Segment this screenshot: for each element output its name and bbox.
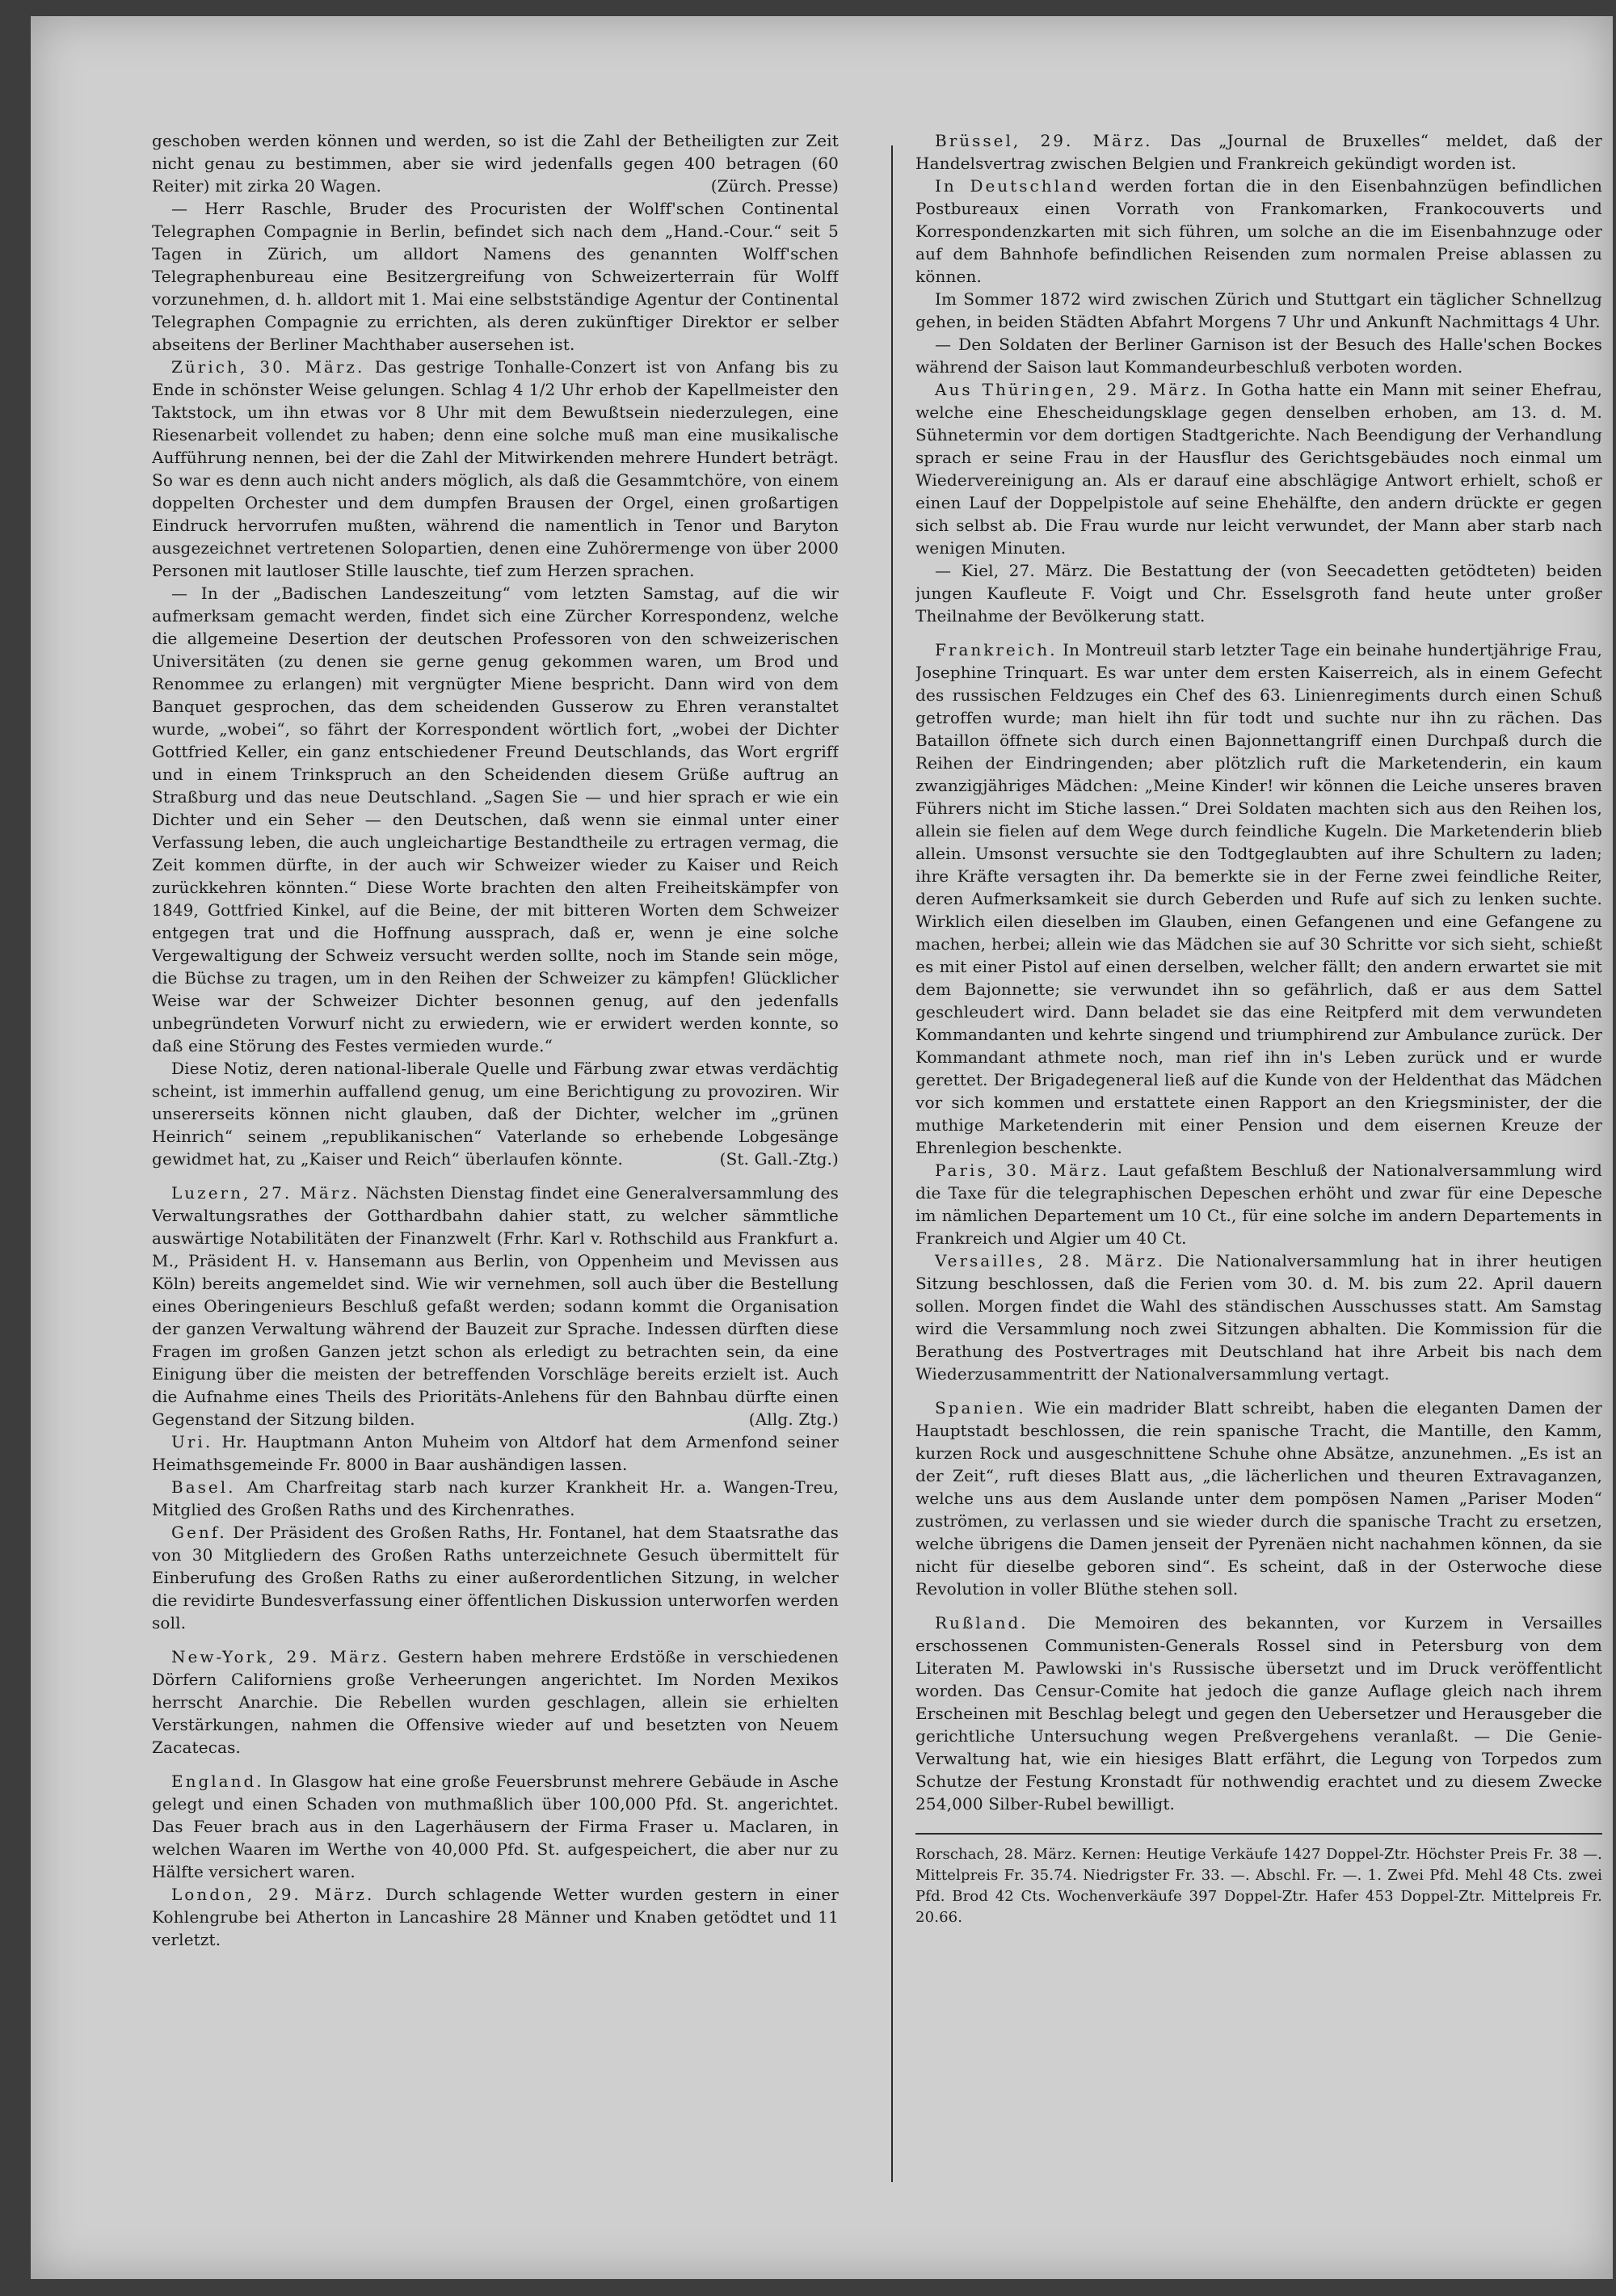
- market-separator: [915, 1833, 1602, 1835]
- article-paragraph: [152, 1182, 839, 1430]
- article-text: — Kiel, 27. März. Die Bestattung der (von Seecadetten getödteten) beiden jungen Kaufleute F. Voigt und Chr. Esselsgroth fand heute unter großer Theilnahme der Bevölkerung statt.: [915, 561, 1602, 626]
- dateline: Basel.: [171, 1477, 236, 1497]
- article-text: Wie ein madrider Blatt schreibt, haben die eleganten Damen der Hauptstadt beschlossen, die rein spanische Tracht, die Mantille, den Kamm, kurzen Rock und ausgeschnittene Schuhe ohne Absätze, anzunehmen. „Es ist an der Zeit“, ruft dieses Blatt aus, „die lächerlichen und theuren Extravaganzen, welche uns aus dem Auslande unter dem pompösen Namen „Pariser Moden“ zuströmen, zu verlassen und sie wieder durch die spanische Tracht zu ersetzen, welche übrigens die Damen jenseit der Pyrenäen nicht nachahmen können, da sie nicht für dieselbe geboren sind“. Es scheint, daß in der Osterwoche diese Revolution in voller Blüthe stehen soll.: [915, 1398, 1602, 1599]
- article-paragraph: [915, 333, 1602, 378]
- article-paragraph: [915, 1249, 1602, 1385]
- right-column-articles: [915, 129, 1602, 1815]
- article-text: Diese Notiz, deren national-liberale Quelle und Färbung zwar etwas verdächtig scheint, ist immerhin auffallend genug, um eine Berichtigung zu provoziren. Wir unsererseits können nicht glauben, daß der Dichter, welcher im „grünen Heinrich“ seinem „republikanischen“ Vaterlande so erhebende Lobgesänge gewidmet hat, zu „Kaiser und Reich“ überlaufen könnte.: [152, 1059, 839, 1169]
- article-paragraph: [152, 129, 839, 197]
- article-text: Das „Journal de Bruxelles“ meldet, daß der Handelsvertrag zwischen Belgien und Frankreich gekündigt worden ist.: [915, 131, 1602, 173]
- article-text: In Glasgow hat eine große Feuersbrunst mehrere Gebäude in Asche gelegt und einen Schaden von muthmaßlich über 100,000 Pfd. St. angerichtet. Das Feuer brach aus in den Lagerhäusern der Firma Fraser u. Maclaren, in welchen Waaren im Werthe von 40,000 Pfd. St. aufgespeichert, die aber nur zu Hälfte versichert waren.: [152, 1772, 839, 1881]
- article-text: Im Sommer 1872 wird zwischen Zürich und Stuttgart ein täglicher Schnellzug gehen, in beiden Städten Abfahrt Morgens 7 Uhr und Ankunft Nachmittags 4 Uhr.: [915, 289, 1602, 331]
- article-paragraph: [915, 1159, 1602, 1249]
- article-paragraph: [915, 129, 1602, 175]
- article-text: Die Memoiren des bekannten, vor Kurzem in Versailles erschossenen Communisten-Generals Rossel sind in Petersburg von dem Literaten M. Pawlowski in's Russische übersetzt und im Druck veröffentlicht worden. Das Censur-Comite hat jedoch die ganze Auflage gleich nach ihrem Erscheinen mit Beschlag belegt und gegen den Uebersetzer und Herausgeber die gerichtliche Untersuchung wegen Preßvergehens veranlaßt. — Die Genie-Verwaltung hat, wie ein hiesiges Blatt erfährt, die Legung von Torpedos zum Schutze der Festung Kronstadt für nothwendig erachtet und zu diesem Zwecke 254,000 Silber-Rubel bewilligt.: [915, 1613, 1602, 1814]
- dateline: Luzern, 27. März.: [171, 1183, 360, 1203]
- dateline: Zürich, 30. März.: [171, 357, 365, 377]
- source-citation: (St. Gall.-Ztg.): [719, 1149, 839, 1169]
- dateline: Spanien.: [935, 1398, 1026, 1418]
- dateline: Aus Thüringen, 29. März.: [935, 380, 1210, 399]
- column-divider: [891, 145, 893, 2182]
- article-text: — Herr Raschle, Bruder des Procuristen der Wolff'schen Continental Telegraphen Compagnie in Berlin, befindet sich nach dem „Hand.-Cour.“ seit 5 Tagen in Zürich, um alldort Namens des genannten Wolff'schen Telegraphenbureau eine Besitzergreifung von Schweizerterrain für Wolff vorzunehmen, d. h. alldort mit 1. Mai eine selbstständige Agentur der Continental Telegraphen Compagnie zu errichten, als deren zukünftiger Direktor er selber abseitens der Berliner Machthaber ausersehen ist.: [152, 199, 839, 354]
- dateline: England.: [171, 1772, 264, 1791]
- source-citation: (Zürch. Presse): [710, 176, 839, 196]
- dateline: Versailles, 28. März.: [935, 1251, 1166, 1270]
- article-paragraph: [152, 1476, 839, 1521]
- article-paragraph: [152, 1883, 839, 1951]
- article-text: Am Charfreitag starb nach kurzer Krankheit Hr. a. Wangen-Treu, Mitglied des Großen Raths und des Kirchenrathes.: [152, 1477, 839, 1519]
- article-paragraph: [152, 356, 839, 582]
- article-paragraph: [152, 197, 839, 356]
- article-text: Hr. Hauptmann Anton Muheim von Altdorf hat dem Armenfond seiner Heimathsgemeinde Fr. 8000 in Baar aushändigen lassen.: [152, 1432, 839, 1474]
- article-paragraph: [915, 638, 1602, 1159]
- article-text: Gestern haben mehrere Erdstöße in verschiedenen Dörfern Californiens große Verheerungen angerichtet. Im Norden Mexikos herrscht Anarchie. Die Rebellen wurden geschlagen, allein sie erhielten Verstärkungen, nahmen die Offensive wieder auf und besetzten von Neuem Zacatecas.: [152, 1647, 839, 1757]
- right-column: [915, 129, 1602, 2231]
- article-text: In Gotha hatte ein Mann mit seiner Ehefrau, welche eine Ehescheidungsklage gegen denselben erhoben, am 13. d. M. Sühnetermin vor dem dortigen Stadtgerichte. Nach Beendigung der Verhandlung sprach er seine Frau in der Hausflur des Gerichtsgebäudes noch einmal um Wiedervereinigung an. Als er darauf eine abschlägige Antwort erhielt, schoß er einen Lauf der Doppelpistole auf seine Ehehälfte, den andern drückte er gegen sich selbst ab. Die Frau wurde nur leicht verwundet, der Mann aber starb nach wenigen Minuten.: [915, 380, 1602, 558]
- article-paragraph: [915, 559, 1602, 627]
- dateline: In Deutschland: [935, 176, 1100, 196]
- article-paragraph: [915, 378, 1602, 559]
- article-text: Durch schlagende Wetter wurden gestern in einer Kohlengrube bei Atherton in Lancashire 28 Männer und Knaben getödtet und 11 verletzt.: [152, 1885, 839, 1949]
- newspaper-page: [152, 129, 1602, 2231]
- article-paragraph: [152, 1645, 839, 1759]
- dateline: Uri.: [171, 1432, 213, 1451]
- article-paragraph: [152, 1770, 839, 1883]
- article-paragraph: [152, 1430, 839, 1476]
- scanned-newspaper-page: [31, 16, 1613, 2279]
- article-text: Nächsten Dienstag findet eine Generalversammlung des Verwaltungsrathes der Gotthardbahn dahier statt, zu welcher sämmtliche auswärtige Notabilitäten der Finanzwelt (Frhr. Karl v. Rothschild aus Frankfurt a. M., Präsident H. v. Hansemann aus Berlin, von Oppenheim und Mevissen aus Köln) bereits angemeldet sind. Wie wir vernehmen, soll auch über die Bestellung eines Oberingenieurs Beschluß gefaßt werden; sodann kommt die Organisation der ganzen Verwaltung während der Bauzeit zur Sprache. Indessen dürften diese Fragen im großen Ganzen jetzt schon als erledigt zu betrachten sein, da eine Einigung über die meisten der betreffenden Vorschläge bereits erzielt ist. Auch die Aufnahme eines Theils des Prioritäts-Anlehens für den Bahnbau dürfte einen Gegenstand der Sitzung bilden.: [152, 1183, 839, 1429]
- dateline: Paris, 30. März.: [935, 1161, 1110, 1180]
- left-column: [152, 129, 839, 2231]
- source-citation: (Allg. Ztg.): [748, 1409, 839, 1429]
- article-text: — In der „Badischen Landeszeitung“ vom letzten Samstag, auf die wir aufmerksam gemacht werden, findet sich eine Zürcher Korrespondenz, welche die allgemeine Desertion der deutschen Professoren von den schweizerischen Universitäten (zu denen sie gerne genug gekommen waren, um Brod und Renommee zu erlangen) mit vergnügter Miene bespricht. Dann wird von dem Banquet gesprochen, das dem scheidenden Gusserow zu Ehren veranstaltet wurde, „wobei“, so fährt der Korrespondent wörtlich fort, „wobei der Dichter Gottfried Keller, ein ganz entschiedener Freund Deutschlands, das Wort ergriff und in einem Trinkspruch an den Scheidenden diesem Grüße auftrug an Straßburg und das neue Deutschland. „Sagen Sie — und hier sprach er wie ein Dichter und ein Seher — den Deutschen, daß wenn sie einmal unter einer Verfassung leben, die auch ungleichartige Bestandtheile zu ertragen vermag, die Zeit kommen dürfte, in der auch wir Schweizer wieder zu Kaiser und Reich zurückkehren könnten.“ Diese Worte brachten den alten Freiheitskämpfer von 1849, Gottfried Kinkel, auf die Beine, der mit bitteren Worten dem Schweizer entgegen trat und die Hoffnung aussprach, daß er, wenn je eine solche Vergewaltigung der Schweiz versucht werden sollte, noch im Stande sein möge, die Büchse zu tragen, um in den Reihen der Schweizer zu kämpfen! Glücklicher Weise war der Schweizer Dichter besonnen genug, auf den jedenfalls unbegründeten Vorwurf nicht zu erwiedern, wie er erwidert werden konnte, so daß eine Störung des Festes vermieden wurde.“: [152, 583, 839, 1055]
- article-paragraph: [152, 1057, 839, 1170]
- dateline: Brüssel, 29. März.: [935, 131, 1153, 150]
- article-paragraph: [152, 1521, 839, 1634]
- dateline: Frankreich.: [935, 640, 1058, 659]
- dateline: Rußland.: [935, 1613, 1029, 1632]
- article-paragraph: [915, 288, 1602, 333]
- dateline: Genf.: [171, 1523, 227, 1542]
- article-text: Die Nationalversammlung hat in ihrer heutigen Sitzung beschlossen, daß die Ferien vom 30. d. M. bis zum 22. April dauern sollen. Morgen findet die Wahl des ständischen Ausschusses statt. Am Samstag wird die Versammlung noch zwei Sitzungen abhalten. Die Kommission für die Berathung des Postvertrages mit Deutschland hat ihre Arbeit bis nach dem Wiederzusammentritt der Nationalversammlung vertagt.: [915, 1251, 1602, 1384]
- article-text: Der Präsident des Großen Raths, Hr. Fontanel, hat dem Staatsrathe das von 30 Mitgliedern des Großen Raths unterzeichnete Gesuch übermittelt für Einberufung des Großen Raths zu einer außerordentlichen Sitzung, in welcher die revidirte Bundesverfassung einer öffentlichen Diskussion unterworfen werden soll.: [152, 1523, 839, 1632]
- article-text: In Montreuil starb letzter Tage ein beinahe hundertjährige Frau, Josephine Trinquart. Es war unter dem ersten Kaiserreich, als in einem Gefecht des russischen Feldzuges ein Chef des 63. Linienregiments durch einen Schuß getroffen wurde; man hielt ihn für todt und suchte nur ihn zu rächen. Das Bataillon öffnete sich durch einen Bajonnettangriff einen Durchpaß durch die Reihen der Eindringenden; aber plötzlich ruft die Marketenderin, ein kaum zwanzigjähriges Mädchen: „Meine Kinder! wir können die Leiche unseres braven Führers nicht im Stiche lassen.“ Drei Soldaten machten sich aus den Reihen los, allein sie fielen auf dem Wege durch feindliche Kugeln. Die Marketenderin blieb allein. Umsonst versuchte sie den Todtgeglaubten auf ihre Schultern zu laden; ihre Kräfte versagten ihr. Da bemerkte sie in der Ferne zwei feindliche Reiter, deren Aufmerksamkeit sie durch Geberden und Rufe auf sich zu lenken suchte. Wirklich eilen dieselben im Glauben, einen Gefangenen und eine Gefangene zu machen, herbei; allein wie das Mädchen sie auf 30 Schritte vor sich sieht, schießt es mit einer Pistol auf einen derselben, welcher fällt; den andern erwartet sie mit dem Bajonnette; sie verwundet ihn so gefährlich, daß er aus dem Sattel geschleudert wird. Dann beladet sie das eine Reitpferd mit dem verwundeten Kommandanten und kehrte singend und triumphirend zur Ambulance zurück. Der Kommandant athmete noch, man rief ihn in's Leben zurück und er wurde gerettet. Der Brigadegeneral ließ auf die Kunde von der Heldenthat das Mädchen vor sich kommen und erstattete einen Rapport an den Kriegsminister, der die muthige Marketenderin mit einer Pension und dem eisernen Kreuze der Ehrenlegion beschenkte.: [915, 640, 1602, 1157]
- article-paragraph: [915, 1397, 1602, 1600]
- article-paragraph: [915, 1611, 1602, 1815]
- dateline: New-York, 29. März.: [171, 1647, 390, 1666]
- article-text: geschoben werden können und werden, so ist die Zahl der Betheiligten zur Zeit nicht genau zu bestimmen, aber sie wird jedenfalls gegen 400 betragen (60 Reiter) mit zirka 20 Wagen.: [152, 131, 839, 196]
- article-text: Das gestrige Tonhalle-Conzert ist von Anfang bis zu Ende in schönster Weise gelungen. Schlag 4 1/2 Uhr erhob der Kapellmeister den Taktstock, um ihn etwas vor 8 Uhr mit dem Bewußtsein niederzulegen, eine Riesenarbeit vollendet zu haben; denn eine solche muß man eine musikalische Aufführung nennen, bei der die Zahl der Mitwirkenden mehrere Hundert beträgt. So war es denn auch nicht anders möglich, als daß die Gesammtchöre, von einem doppelten Orchester und dem dumpfen Brausen der Orgel, einen großartigen Eindruck hervorrufen mußten, während die namentlich in Tenor und Baryton ausgezeichnet vertretenen Solopartien, denen eine Zuhörermenge von über 2000 Personen mit lautloser Stille lauschte, tief zum Herzen sprachen.: [152, 357, 839, 580]
- article-text: werden fortan die in den Eisenbahnzügen befindlichen Postbureaux einen Vorrath von Frankomarken, Frankocouverts und Korrespondenzkarten mit sich führen, um solche an die im Eisenbahnzuge oder auf dem Bahnhofe befindlichen Reisenden zum normalen Preise ablassen zu können.: [915, 176, 1602, 286]
- article-paragraph: [152, 582, 839, 1057]
- article-paragraph: [915, 175, 1602, 288]
- dateline: London, 29. März.: [171, 1885, 375, 1904]
- article-text: — Den Soldaten der Berliner Garnison ist der Besuch des Halle'schen Bockes während der Saison laut Kommandeurbeschluß verboten worden.: [915, 335, 1602, 377]
- market-report: Rorschach, 28. März. Kernen: Heutige Verkäufe 1427 Doppel-Ztr. Höchster Preis Fr. 38 —. Mittelpreis Fr. 35.74. Niedrigster Fr. 33. —. Abschl. Fr. —. 1. Zwei Pfd. Mehl 48 Cts. zwei Pfd. Brod 42 Cts. Wochenverkäufe 397 Doppel-Ztr. Hafer 453 Doppel-Ztr. Mittelpreis Fr. 20.66.: [915, 1846, 1602, 1926]
- article-text: Laut gefaßtem Beschluß der Nationalversammlung wird die Taxe für die telegraphischen Depeschen erhöht und zwar für eine Depesche im nämlichen Departement um 10 Ct., für eine solche im andern Departements in Frankreich und Algier um 40 Ct.: [915, 1161, 1602, 1248]
